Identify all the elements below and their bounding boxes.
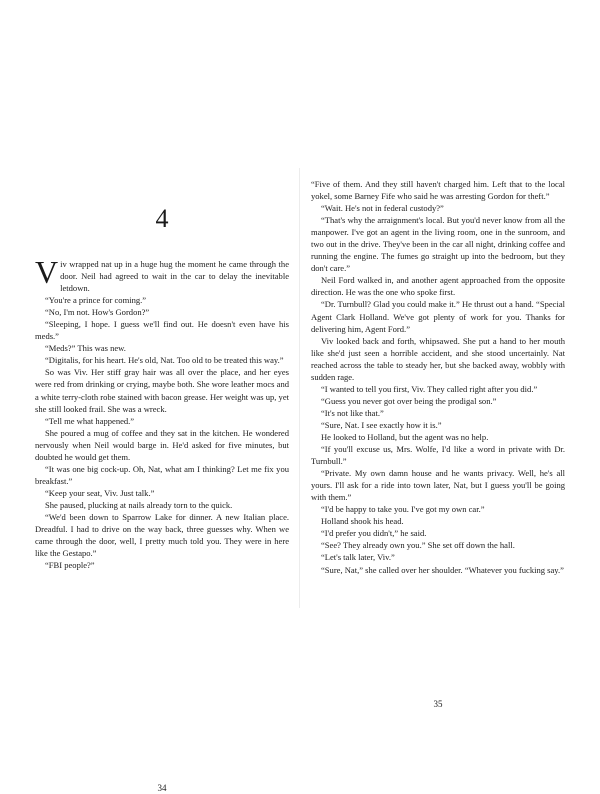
paragraph: Viv wrapped nat up in a huge hug the moment he came through the door. Neil had agreed to wait in the car to delay the inevitable letdown. [35,254,289,294]
paragraph: Neil Ford walked in, and another agent approached from the opposite direction. He was the one who spoke first. [311,275,565,298]
paragraph: She poured a mug of coffee and they sat in the kitchen. He wondered nervously when Neil would barge in. He'd asked for five minutes, but doubted he would get them. [35,427,289,462]
paragraph: “We'd been down to Sparrow Lake for dinner. A new Italian place. Dreadful. I had to drive on the way back, three guesses why. When we came through the door, well, I pretty much told you. They were in here like the Gestapo.” [35,511,289,559]
paragraph: “If you'll excuse us, Mrs. Wolfe, I'd like a word in private with Dr. Turnbull.” [311,444,565,467]
paragraph: Holland shook his head. [321,516,404,527]
paragraph: “No, I'm not. How's Gordon?” [45,307,150,318]
paragraph: So was Viv. Her stiff gray hair was all over the place, and her eyes were red from drinking or crying, maybe both. She wore leather mocs and a white terry-cloth robe stained with bacon grease. Her weight was up, yet she still looked frail. She was a wreck. [35,367,289,414]
paragraph: “See? They already own you.” She set off down the hall. [321,540,515,551]
chapter-number: 4 [155,204,169,233]
paragraph: “That's why the arraignment's local. But you'd never know from all the manpower. I've got an agent in the living room, one in the sunroom, and two out in the drive. They've been in the car all night, drinking coffee and running the engine. The fumes go straight up into the bedroom, but they don't care.” [311,215,565,274]
paragraph: “I'd be happy to take you. I've got my own car.” [321,504,485,515]
paragraph: “You're a prince for coming.” [45,295,147,306]
page-gutter [299,168,300,608]
paragraph: “Dr. Turnbull? Glad you could make it.” He thrust out a hand. “Special Agent Clark Holland. We've got plenty of work for you. Thanks for delivering him, Agent Ford.” [311,299,565,334]
paragraph: “It's not like that.” [321,407,384,418]
paragraph: “Guess you never got over being the prodigal son.” [321,395,497,406]
paragraph: “I'd prefer you didn't,” he said. [321,528,427,539]
paragraph: “Sure, Nat. I see exactly how it is.” [321,419,442,430]
paragraph: He looked to Holland, but the agent was no help. [321,431,489,442]
drop-cap: V [35,254,59,290]
paragraph: She paused, plucking at nails already torn to the quick. [45,499,233,510]
right-page-text [311,178,565,576]
paragraph: “Tell me what happened.” [45,415,135,426]
paragraph: “Sleeping, I hope. I guess we'll find out. He doesn't even have his meds.” [35,319,289,342]
paragraph: Viv looked back and forth, whipsawed. She put a hand to her mouth like she'd just seen a horrible accident, and she stood uncertainly. Nat reached across the table to steady her, but she backed away, wobbly with sudden rage. [311,335,565,382]
paragraph: “Keep your seat, Viv. Just talk.” [45,487,155,498]
page-number: 34 [157,783,167,793]
paragraph: “Digitalis, for his heart. He's old, Nat. Too old to be treated this way.” [45,355,284,366]
paragraph: “Sure, Nat,” she called over her shoulder. “Whatever you fucking say.” [321,564,564,575]
paragraph: “FBI people?” [45,560,95,571]
left-page [35,178,289,793]
paragraph: “Five of them. And they still haven't charged him. Left that to the local yokel, some Barney Fife who said he was arresting Gordon for theft.” [311,179,565,202]
paragraph: “It was one big cock-up. Oh, Nat, what am I thinking? Let me fix you breakfast.” [35,463,289,486]
paragraph: “Let's talk later, Viv.” [321,552,395,563]
paragraph: “Meds?” This was new. [45,343,126,354]
page-number: 35 [433,699,443,709]
paragraph: “Wait. He's not in federal custody?” [321,203,444,214]
paragraph: “Private. My own damn house and he wants privacy. Well, he's all yours. I'll ask for a ride into town later, Nat, but I guess you'll be going with them.” [311,468,565,503]
right-page [311,178,565,709]
left-page-text [35,254,289,571]
paragraph: “I wanted to tell you first, Viv. They called right after you did.” [321,383,538,394]
